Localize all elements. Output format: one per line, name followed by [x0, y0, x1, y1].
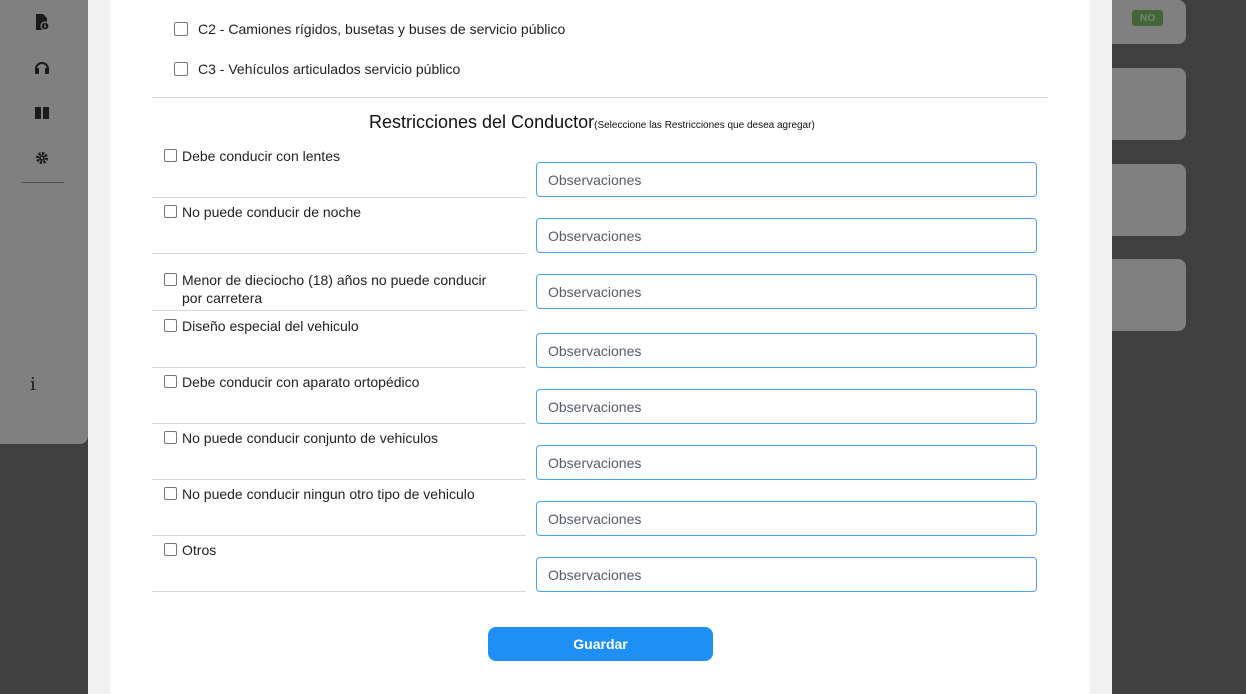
restriction-label[interactable] [164, 485, 504, 503]
observaciones-input[interactable] [536, 274, 1037, 309]
restriction-text: Debe conducir con lentes [182, 148, 340, 164]
restriction-checkbox[interactable] [164, 431, 177, 444]
restriction-checkbox[interactable] [164, 487, 177, 500]
restriction-label[interactable] [164, 429, 504, 447]
restriction-label[interactable] [164, 373, 504, 391]
info-icon[interactable]: i [30, 374, 36, 395]
restriction-checkbox[interactable] [164, 319, 177, 332]
status-badge: NO [1132, 10, 1163, 26]
restriction-text: No puede conducir ningun otro tipo de vehiculo [182, 486, 475, 502]
restriction-row [152, 311, 526, 368]
restriction-checkbox[interactable] [164, 149, 177, 162]
section-divider [152, 97, 1048, 98]
category-checkbox[interactable] [174, 62, 188, 76]
restrictions-modal [110, 0, 1090, 694]
restriction-text: No puede conducir conjunto de vehiculos [182, 430, 439, 446]
restriction-label[interactable] [164, 203, 504, 221]
restriction-label[interactable] [164, 271, 494, 307]
restriction-checkbox[interactable] [164, 375, 177, 388]
restriction-text: Diseño especial del vehiculo [182, 318, 359, 334]
category-label: C2 - Camiones rígidos, busetas y buses de servicio público [198, 21, 566, 37]
observaciones-input[interactable] [536, 333, 1037, 368]
restriction-row [152, 141, 526, 198]
section-title: Restricciones del Conductor [369, 112, 595, 132]
restriction-row [152, 367, 526, 424]
category-c2[interactable] [174, 19, 565, 39]
observaciones-input[interactable] [536, 389, 1037, 424]
restrictions-heading [369, 112, 815, 133]
section-subtitle: (Seleccione las Restricciones que desea agregar) [594, 120, 815, 131]
observaciones-input[interactable] [536, 218, 1037, 253]
restriction-checkbox[interactable] [164, 543, 177, 556]
observaciones-input[interactable] [536, 557, 1037, 592]
restriction-text: No puede conducir de noche [182, 204, 362, 220]
restriction-label[interactable] [164, 541, 504, 559]
restriction-row [152, 197, 526, 254]
observaciones-input[interactable] [536, 445, 1037, 480]
save-button[interactable]: Guardar [488, 627, 713, 661]
restriction-text: Menor de dieciocho (18) años no puede conducir por carretera [182, 272, 487, 306]
observaciones-input[interactable] [536, 162, 1037, 197]
restriction-row [152, 423, 526, 480]
observaciones-input[interactable] [536, 501, 1037, 536]
category-label: C3 - Vehículos articulados servicio público [198, 61, 461, 77]
restriction-checkbox[interactable] [164, 273, 177, 286]
category-checkbox[interactable] [174, 22, 188, 36]
restriction-row [152, 535, 526, 592]
restriction-row [152, 479, 526, 536]
restriction-text: Otros [182, 542, 217, 558]
restriction-row [152, 253, 526, 311]
restriction-checkbox[interactable] [164, 205, 177, 218]
restriction-label[interactable] [164, 317, 504, 335]
restriction-text: Debe conducir con aparato ortopédico [182, 374, 420, 390]
category-c3[interactable] [174, 59, 460, 79]
restriction-label[interactable] [164, 147, 504, 165]
